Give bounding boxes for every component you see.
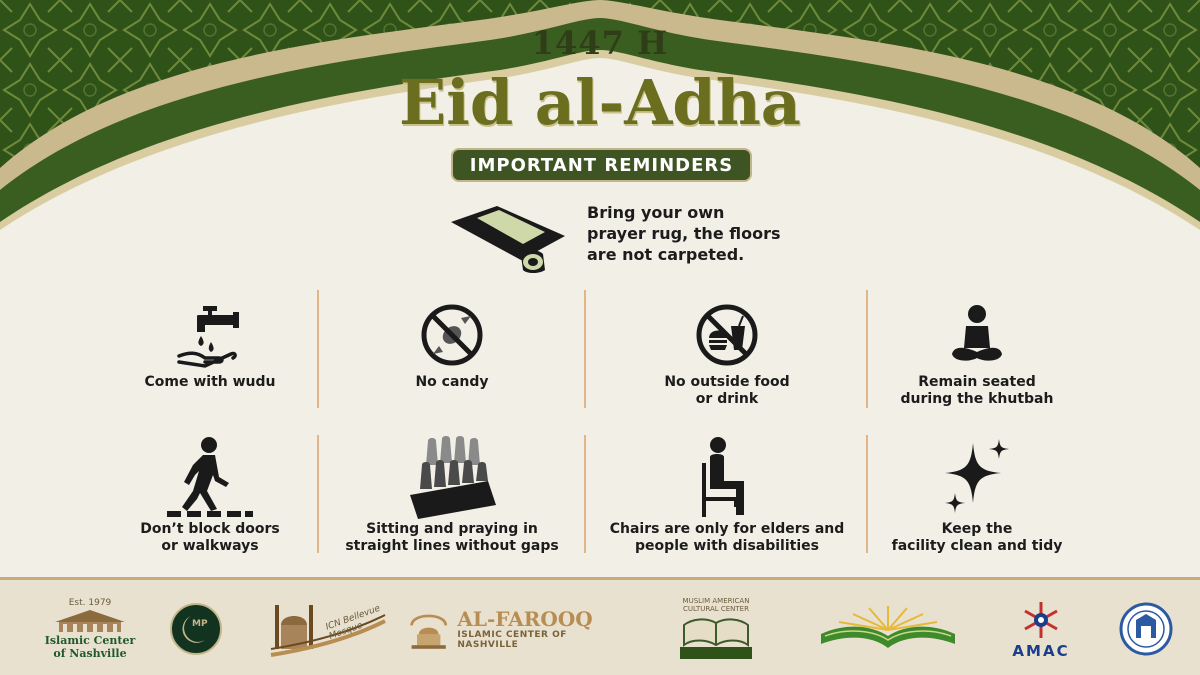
congregation-rows-icon	[404, 435, 500, 519]
logo-sunrise-book	[816, 592, 960, 666]
label-line: Remain seated	[918, 374, 1036, 390]
sponsor-bar	[0, 577, 1200, 675]
label-line: Chairs are only for elders and	[609, 521, 845, 537]
wudu-tap-icon	[175, 302, 245, 368]
reminder-no-food	[602, 302, 852, 408]
reminders-badge	[451, 148, 752, 182]
reminder-label	[327, 521, 577, 555]
logo-icn-bellevue	[268, 592, 388, 666]
label-line: people with disabilities	[635, 538, 819, 554]
seated-person-icon	[944, 302, 1010, 368]
no-candy-icon	[419, 302, 485, 368]
label-line: during the khutbah	[900, 391, 1054, 407]
reminder-label	[602, 521, 852, 555]
reminder-remain-seated	[852, 302, 1102, 408]
label-line: facility clean and tidy	[891, 538, 1063, 554]
logo-letters: MP	[192, 619, 208, 629]
open-book-icon	[674, 613, 758, 661]
label-line: Keep the	[941, 521, 1013, 537]
rug-line: are not carpeted.	[587, 245, 745, 264]
reminder-wudu	[85, 302, 335, 391]
walking-crosswalk-icon	[165, 435, 255, 519]
reminder-label	[852, 521, 1102, 555]
prayer-rug-text	[587, 202, 807, 265]
label-line: Come with wudu	[144, 374, 276, 390]
label-line: No candy	[415, 374, 489, 390]
reminders-badge-label: IMPORTANT REMINDERS	[469, 154, 734, 176]
logo-amac	[996, 592, 1086, 666]
prayer-rug-icon	[447, 200, 575, 275]
rug-line: prayer rug, the floors	[587, 224, 781, 243]
label-line: Sitting and praying in	[366, 521, 538, 537]
logo-islamic-center-nashville	[38, 592, 142, 666]
reminder-label	[602, 374, 852, 408]
logo-muslim-american-cultural-center	[664, 592, 768, 666]
reminder-label	[852, 374, 1102, 408]
logo-sub: ISLAMIC CENTER OF NASHVILLE	[457, 630, 567, 650]
prayer-rug-reminder	[447, 200, 807, 275]
no-food-drink-icon	[694, 302, 760, 368]
reminder-no-candy	[327, 302, 577, 391]
divider	[584, 435, 586, 553]
logo-seal	[1118, 592, 1174, 666]
logo-line: of Nashville	[53, 647, 127, 660]
mosque-building-icon	[51, 608, 129, 634]
reminder-label	[85, 521, 335, 555]
sparkle-icon	[935, 435, 1019, 519]
reminder-label	[327, 374, 577, 391]
hijri-year: 1447 H	[531, 24, 669, 62]
page-title: Eid al-Adha	[399, 66, 801, 139]
sunrise-book-icon	[817, 604, 959, 654]
round-seal-icon	[1119, 602, 1173, 656]
label-line: or drink	[695, 391, 759, 407]
logo-name: AMAC	[1012, 642, 1070, 660]
label-line: Don’t block doors	[140, 521, 280, 537]
divider	[584, 290, 586, 408]
logo-al-farooq	[408, 592, 614, 666]
reminder-clean	[852, 435, 1102, 555]
label-line: or walkways	[161, 538, 259, 554]
label-line: No outside food	[664, 374, 790, 390]
reminder-chairs	[602, 435, 852, 555]
logo-name: AL-FAROOQ	[457, 607, 593, 631]
reminder-walkways	[85, 435, 335, 555]
label-line: straight lines without gaps	[345, 538, 559, 554]
al-farooq-dome-icon	[408, 605, 449, 653]
crescent-emblem-icon	[169, 602, 223, 656]
logo-name: ICN Bellevue Mosque	[324, 603, 382, 642]
reminder-label	[85, 374, 335, 391]
reminder-straight-lines	[327, 435, 577, 555]
chair-person-icon	[692, 435, 762, 519]
logo-est: Est. 1979	[68, 598, 112, 608]
logo-line: Islamic Center	[44, 634, 136, 647]
logo-mcp	[168, 592, 224, 666]
rug-line: Bring your own	[587, 203, 725, 222]
logo-name: MUSLIM AMERICAN CULTURAL CENTER	[682, 597, 750, 613]
amac-snowflake-icon	[1016, 598, 1066, 642]
